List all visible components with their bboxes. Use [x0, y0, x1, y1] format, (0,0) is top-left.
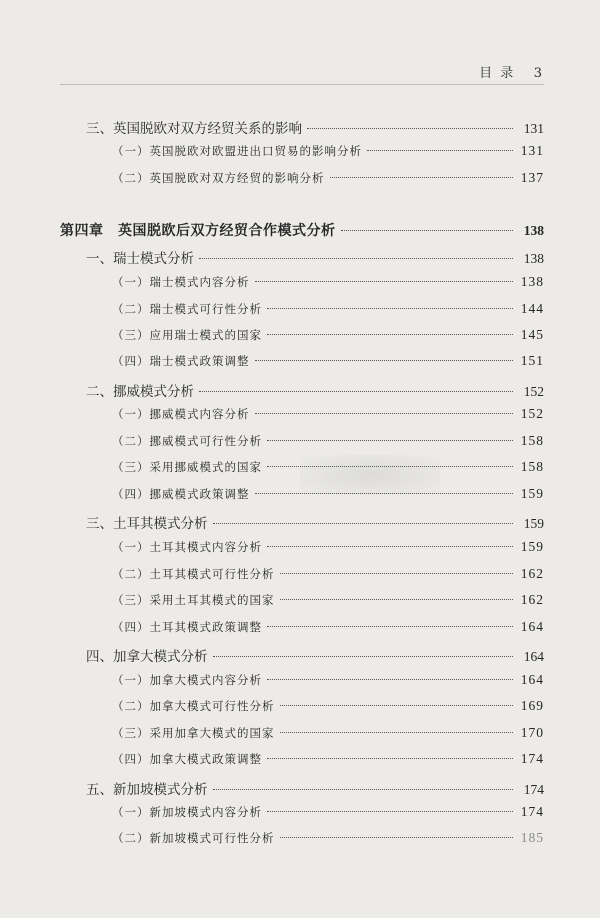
toc-entry[interactable] [0, 353, 600, 375]
toc-entry[interactable] [0, 725, 600, 747]
toc-entry-title: 一、瑞士模式分析 [86, 251, 194, 267]
toc-entry-title: （三）采用挪威模式的国家 [112, 460, 262, 474]
dot-leader [213, 789, 514, 790]
toc-entry-title: （二）加拿大模式可行性分析 [112, 699, 275, 713]
toc-entry[interactable] [0, 592, 600, 614]
toc-entry-title: 四、加拿大模式分析 [86, 649, 208, 665]
toc-entry-page: 159 [520, 486, 544, 501]
dot-leader [213, 656, 514, 657]
dot-leader [307, 128, 513, 129]
toc-entry[interactable] [0, 486, 600, 508]
toc-entry-title: （四）加拿大模式政策调整 [112, 752, 262, 766]
dot-leader [280, 599, 514, 600]
toc-chapter-entry[interactable] [0, 220, 600, 242]
toc-entry-title: （二）土耳其模式可行性分析 [112, 567, 275, 581]
toc-entry-page: 162 [520, 592, 544, 607]
toc-entry-page: 131 [520, 143, 544, 158]
toc-entry-page: 174 [520, 751, 544, 766]
toc-entry[interactable] [0, 143, 600, 165]
toc-entry-page: 137 [520, 170, 544, 185]
dot-leader [280, 837, 514, 838]
dot-leader [255, 493, 514, 494]
toc-entry-title: （二）新加坡模式可行性分析 [112, 831, 275, 845]
toc-entry-page: 144 [520, 301, 544, 316]
dot-leader [267, 466, 513, 467]
toc-entry-title: 第四章 英国脱欧后双方经贸合作模式分析 [60, 223, 336, 239]
toc-entry[interactable] [0, 380, 600, 402]
toc-entry-title: （一）新加坡模式内容分析 [112, 805, 262, 819]
toc-entry-page: 164 [520, 619, 544, 634]
toc-entry-page: 164 [523, 649, 544, 664]
dot-leader [267, 626, 513, 627]
toc-entry-title: （二）瑞士模式可行性分析 [112, 302, 262, 316]
dot-leader [330, 177, 514, 178]
toc-entry-page: 152 [523, 384, 544, 399]
toc-entry[interactable] [0, 645, 600, 667]
toc-entry-title: （一）瑞士模式内容分析 [112, 275, 250, 289]
toc-entry-page: 138 [523, 223, 544, 238]
toc-entry-title: （一）加拿大模式内容分析 [112, 673, 262, 687]
toc-entry-title: （一）土耳其模式内容分析 [112, 540, 262, 554]
dot-leader [267, 334, 513, 335]
toc-entry-title: （四）挪威模式政策调整 [112, 487, 250, 501]
toc-entry-page: 159 [520, 539, 544, 554]
toc-entry-page: 151 [520, 353, 544, 368]
header-page-number: 3 [533, 66, 544, 81]
dot-leader [255, 413, 514, 414]
dot-leader [280, 705, 514, 706]
toc-entry-page: 138 [520, 274, 544, 289]
toc-entry-page: 158 [520, 459, 544, 474]
toc-entry-page: 170 [520, 725, 544, 740]
dot-leader [267, 679, 513, 680]
toc-entry-page: 162 [520, 566, 544, 581]
toc-entry-title: （四）土耳其模式政策调整 [112, 620, 262, 634]
toc-entry[interactable] [0, 117, 600, 139]
toc-entry-page: 159 [523, 516, 544, 531]
toc-entry[interactable] [0, 804, 600, 826]
dot-leader [267, 811, 513, 812]
toc-entry-page: 152 [520, 406, 544, 421]
toc-entry[interactable] [0, 327, 600, 349]
toc-entry-title: 五、新加坡模式分析 [86, 782, 208, 798]
dot-leader [213, 523, 514, 524]
toc-entry[interactable] [0, 751, 600, 773]
toc-entry[interactable] [0, 830, 600, 852]
toc-entry-title: （四）瑞士模式政策调整 [112, 354, 250, 368]
dot-leader [199, 391, 513, 392]
toc-entry-title: （二）挪威模式可行性分析 [112, 434, 262, 448]
toc-entry[interactable] [0, 566, 600, 588]
dot-leader [267, 546, 513, 547]
running-header [479, 62, 544, 81]
dot-leader [341, 230, 514, 231]
toc-entry[interactable] [0, 406, 600, 428]
toc-entry[interactable] [0, 170, 600, 192]
toc-entry-page: 169 [520, 698, 544, 713]
dot-leader [280, 732, 514, 733]
toc-entry[interactable] [0, 459, 600, 481]
dot-leader [267, 758, 513, 759]
toc-entry[interactable] [0, 247, 600, 269]
dot-leader [199, 258, 513, 259]
toc-entry[interactable] [0, 778, 600, 800]
toc-entry[interactable] [0, 672, 600, 694]
toc-entry[interactable] [0, 512, 600, 534]
toc-entry[interactable] [0, 433, 600, 455]
toc-entry-title: （二）英国脱欧对双方经贸的影响分析 [112, 171, 325, 185]
dot-leader [267, 440, 513, 441]
dot-leader [367, 150, 513, 151]
toc-entry[interactable] [0, 619, 600, 641]
header-rule [60, 84, 544, 85]
toc-entry-page: 164 [520, 672, 544, 687]
toc-entry-title: （三）采用土耳其模式的国家 [112, 593, 275, 607]
toc-entry[interactable] [0, 301, 600, 323]
toc-entry-page: 174 [520, 804, 544, 819]
dot-leader [280, 573, 514, 574]
toc-entry-page: 145 [520, 327, 544, 342]
toc-entry-title: 二、挪威模式分析 [86, 384, 194, 400]
toc-entry-title: （三）应用瑞士模式的国家 [112, 328, 262, 342]
toc-entry-page: 185 [520, 830, 544, 845]
toc-entry-title: （三）采用加拿大模式的国家 [112, 726, 275, 740]
toc-entry-title: （一）挪威模式内容分析 [112, 407, 250, 421]
toc-entry-page: 174 [523, 782, 544, 797]
toc-entry-page: 131 [523, 121, 544, 136]
toc-entry-title: 三、英国脱欧对双方经贸关系的影响 [86, 121, 302, 137]
toc-entry-page: 158 [520, 433, 544, 448]
toc-entry-page: 138 [523, 251, 544, 266]
toc-entry[interactable] [0, 539, 600, 561]
dot-leader [255, 360, 514, 361]
toc-entry-title: 三、土耳其模式分析 [86, 516, 208, 532]
toc-entry[interactable] [0, 698, 600, 720]
dot-leader [267, 308, 513, 309]
toc-entry-title: （一）英国脱欧对欧盟进出口贸易的影响分析 [112, 144, 362, 158]
header-section-title: 目 录 [479, 66, 516, 81]
toc-entry[interactable] [0, 274, 600, 296]
dot-leader [255, 281, 514, 282]
